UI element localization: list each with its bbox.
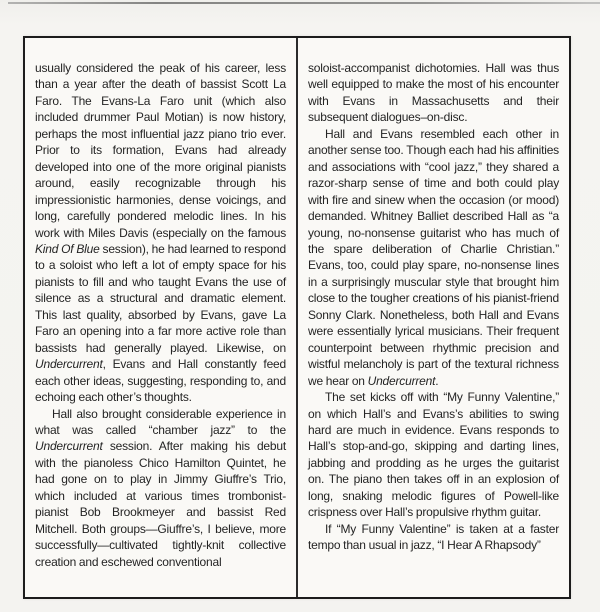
text-column-left — [25, 38, 296, 597]
italic-text-run: Undercurrent — [35, 357, 103, 372]
paragraph — [308, 389, 559, 521]
text-run: usually considered the peak of his career, less than a year after the death of bassist Scott La Faro. The Evans-La Faro unit (which also included drummer Paul Motian) is now history, perhaps the most influential jazz piano trio ever. Prior to its formation, Evans had already developed into one of the more original pianists around, easily recognizable through his impressionistic harmonies, dense voicings, and long, carefully pondered melodic lines. In his work with Miles Davis (especially on the famous — [35, 61, 286, 240]
italic-text-run: Undercurrent — [35, 439, 103, 454]
text-run: If “My Funny Valentine” is taken at a faster tempo than usual in jazz, “I Hear A Rhapsody” — [308, 521, 559, 553]
scan-artifact-top-edge-line — [8, 2, 600, 4]
text-run: , Evans and Hall constantly feed each other ideas, suggesting, responding to, and echoing each other’s thoughts. — [35, 357, 286, 405]
paragraph — [308, 521, 559, 554]
text-run: soloist-accompanist dichotomies. Hall was thus well equipped to make the most of his encounter with Evans in Massachusetts and their subsequent dialogues–on-disc. — [308, 61, 559, 125]
text-run: Hall and Evans resembled each other in another sense too. Though each had his affinities and associations with “cool jazz,” they shared a razor-sharp sense of time and both could play with fire and sinew when the occasion (or mood) demanded. Whitney Balliet described Hall as “a young, no-nonsense guitarist who has much of the spare deliberation of Charlie Christian.” Evans, too, could play spare, no-nonsense lines in a surprisingly muscular style that brought him close to the tougher creations of his pianist-friend Sonny Clark. Nonetheless, both Hall and Evans were essentially lyrical musicians. Their frequent counterpoint between rhythmic precision and wistful melancholy is part of the textural richness we hear on — [308, 126, 559, 388]
paragraph — [308, 126, 559, 389]
text-run: session. After making his debut with the pianoless Chico Hamilton Quintet, he had gone on to play in Jimmy Giuffre’s Trio, which included at various times trombonist-pianist Bob Brookmeyer and bassist Red Mitchell. Both groups—Giuffre’s, I believe, more successfully—cultivated tightly-knit collective creation and eschewed conventional — [35, 439, 286, 569]
text-frame-border — [23, 36, 571, 599]
text-run: . — [435, 373, 439, 388]
paragraph — [35, 60, 286, 406]
text-run: session), he had learned to respond to a soloist who left a lot of empty space for his pianists to fill and who taught Evans the use of silence as a structural and dramatic element. This last quality, absorbed by Evans, gave La Faro an opening into a far more active role than bassists had generally played. Likewise, on — [35, 241, 287, 355]
text-column-right — [298, 38, 569, 597]
italic-text-run: Kind Of Blue — [35, 241, 100, 256]
paragraph — [308, 60, 559, 126]
paragraph — [35, 406, 286, 571]
text-run: The set kicks off with “My Funny Valentine,” on which Hall’s and Evans’s abilities to swing hard are much in evidence. Evans responds to Hall’s stop-and-go, skipping and darting lines, jabbing and prodding as he urges the guitarist on. The piano then takes off in an explosion of long, snaking melodic figures of Powell-like crispness over Hall’s propulsive rhythm guitar. — [308, 390, 559, 520]
text-run: Hall also brought considerable experience in what was called “chamber jazz” to the — [35, 406, 286, 437]
italic-text-run: Undercurrent — [367, 373, 436, 388]
